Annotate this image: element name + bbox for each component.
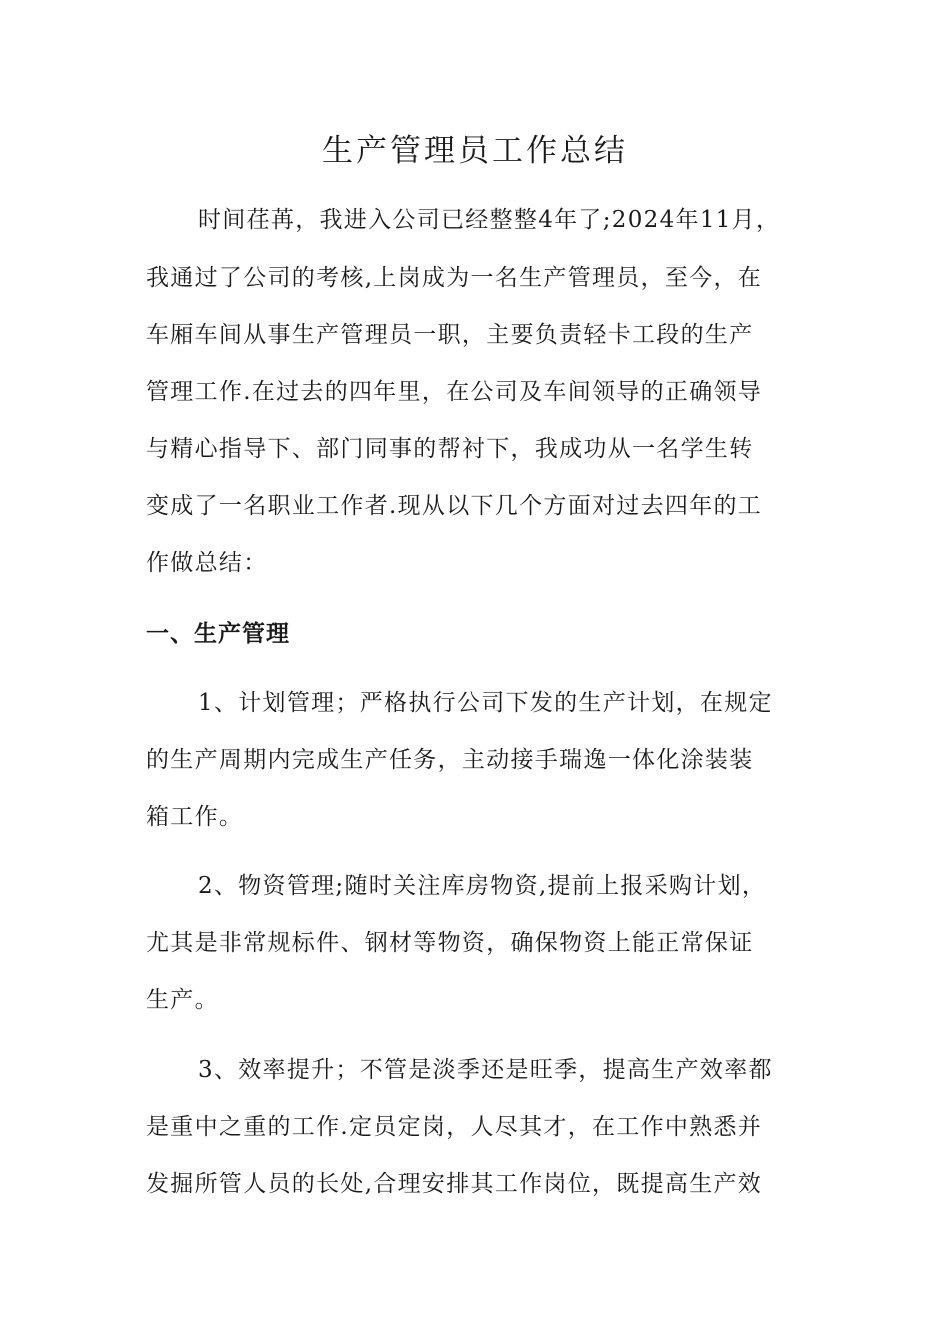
section-heading: 一、生产管理 (146, 621, 290, 647)
item3-line: 发掘所管人员的长处,合理安排其工作岗位，既提高生产效 (146, 1171, 763, 1197)
item2-line: 生产。 (146, 987, 219, 1013)
intro-line: 我通过了公司的考核,上岗成为一名生产管理员，至今，在 (146, 265, 763, 291)
item1-line: 1、计划管理；严格执行公司下发的生产计划，在规定 (198, 690, 773, 716)
intro-line: 与精心指导下、部门同事的帮衬下，我成功从一名学生转 (146, 436, 754, 462)
item1-line: 的生产周期内完成生产任务，主动接手瑞逸一体化涂装装 (146, 747, 754, 773)
intro-line: 时间荏苒，我进入公司已经整整4年了;2024年11月， (198, 207, 781, 233)
item2-line: 2、物资管理;随时关注库房物资,提前上报采购计划， (198, 873, 767, 899)
item3-line: 3、效率提升；不管是淡季还是旺季，提高生产效率都 (198, 1057, 773, 1083)
document-title: 生产管理员工作总结 (322, 133, 628, 169)
item3-line: 是重中之重的工作.定员定岗，人尽其才，在工作中熟悉并 (146, 1114, 763, 1140)
item2-line: 尤其是非常规标件、钢材等物资，确保物资上能正常保证 (146, 930, 754, 956)
intro-line: 管理工作.在过去的四年里，在公司及车间领导的正确领导 (146, 379, 763, 405)
intro-line: 变成了一名职业工作者.现从以下几个方面对过去四年的工 (146, 493, 763, 519)
intro-line: 作做总结： (146, 550, 268, 576)
item1-line: 箱工作。 (146, 804, 244, 830)
intro-line: 车厢车间从事生产管理员一职，主要负责轻卡工段的生产 (146, 322, 754, 348)
